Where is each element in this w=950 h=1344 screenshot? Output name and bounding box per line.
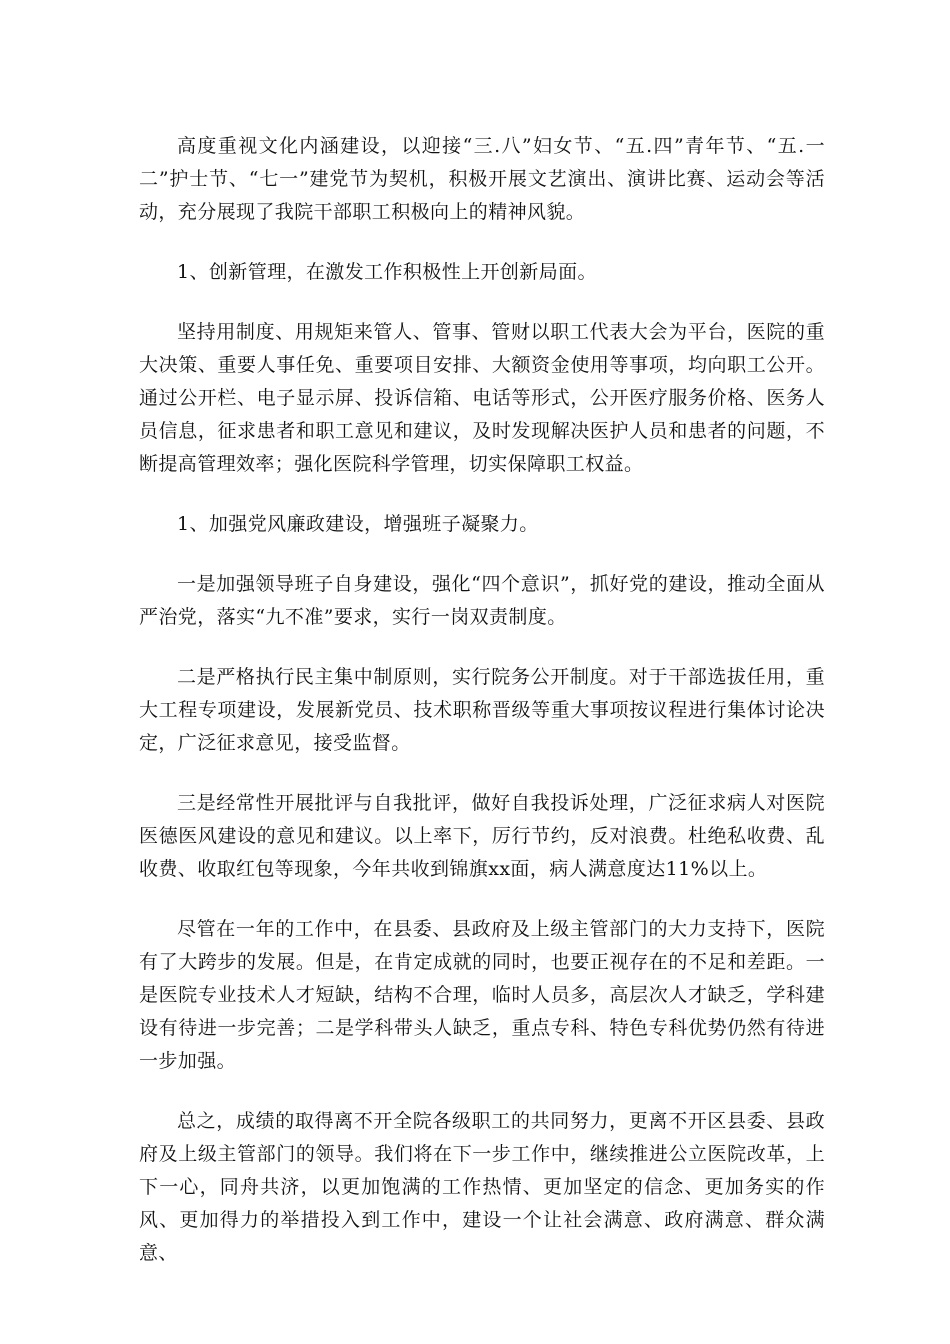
paragraph-criticism-self-criticism: 三是经常性开展批评与自我批评，做好自我投诉处理，广泛征求病人对医院医德医风建设的意见和建议。以上率下，厉行节约，反对浪费。杜绝私收费、乱收费、收取红包等现象，今年共收到锦旗xx面，病人满意度达11%以上。 bbox=[139, 792, 825, 880]
paragraph-culture-activities: 高度重视文化内涵建设，以迎接“三.八”妇女节、“五.四”青年节、“五.一二”护士节、“七一”建党节为契机，积极开展文艺演出、演讲比赛、运动会等活动，充分展现了我院干部职工积极向上的精神风貌。 bbox=[139, 135, 825, 223]
paragraph-leadership-building: 一是加强领导班子自身建设，强化“四个意识”，抓好党的建设，推动全面从严治党，落实“九不准”要求，实行一岗双责制度。 bbox=[139, 573, 825, 628]
heading-innovative-management: 1、创新管理，在激发工作积极性上开创新局面。 bbox=[177, 261, 597, 283]
heading-party-conduct: 1、加强党风廉政建设，增强班子凝聚力。 bbox=[177, 513, 539, 535]
paragraph-democratic-centralism: 二是严格执行民主集中制原则，实行院务公开制度。对于干部选拔任用，重大工程专项建设，发展新党员、技术职称晋级等重大事项按议程进行集体讨论决定，广泛征求意见，接受监督。 bbox=[139, 666, 825, 754]
paragraph-shortcomings: 尽管在一年的工作中，在县委、县政府及上级主管部门的大力支持下，医院有了大跨步的发展。但是，在肯定成就的同时，也要正视存在的不足和差距。一是医院专业技术人才短缺，结构不合理，临时人员多，高层次人才缺乏，学科建设有待进一步完善；二是学科带头人缺乏，重点专科、特色专科优势仍然有待进一步加强。 bbox=[139, 918, 825, 1072]
paragraph-management-system: 坚持用制度、用规矩来管人、管事、管财以职工代表大会为平台，医院的重大决策、重要人事任免、重要项目安排、大额资金使用等事项，均向职工公开。通过公开栏、电子显示屏、投诉信箱、电话等形式，公开医疗服务价格、医务人员信息，征求患者和职工意见和建议，及时发现解决医护人员和患者的问题，不断提高管理效率；强化医院科学管理，切实保障职工权益。 bbox=[139, 321, 825, 475]
paragraph-conclusion: 总之，成绩的取得离不开全院各级职工的共同努力，更离不开区县委、县政府及上级主管部门的领导。我们将在下一步工作中，继续推进公立医院改革，上下一心，同舟共济，以更加饱满的工作热情、更加坚定的信念、更加务实的作风、更加得力的举措投入到工作中，建设一个让社会满意、政府满意、群众满意、 bbox=[139, 1110, 825, 1264]
document-body bbox=[139, 130, 825, 1297]
